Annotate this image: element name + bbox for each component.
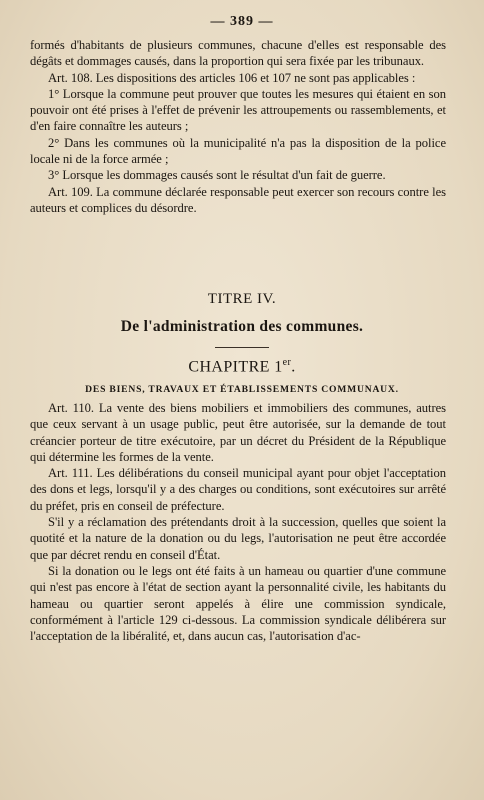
paragraph-art-110: Art. 110. La vente des biens mobiliers et immobiliers des communes, autres que ceux servant à un usage public, peut être autorisée, sur la demande de tout créancier porteur de titre exécutoire, par un décret du Président de la République qui détermine les formes de la vente.: [30, 401, 446, 464]
paragraph-art-111-hameau: Si la donation ou le legs ont été faits à un hameau ou quartier d'une commune qui n'est pas encore à l'état de section ayant la personnalité civile, les habitants du hameau ou quartier seront appelés à élire une commission syndicale, conformément à l'article 129 ci-dessous. La commission syndicale délibérera sur l'acceptation de la libéralité, et, dans aucun cas, l'autorisation d'ac-: [30, 563, 446, 644]
text-block-top: [30, 37, 446, 216]
paragraph-art-108-item-3: 3° Lorsque les dommages causés sont le résultat d'un fait de guerre.: [48, 168, 386, 183]
paragraph-art-108: Art. 108. Les dispositions des articles 106 et 107 ne sont pas applicables :: [48, 70, 416, 85]
paragraph-art-108-item-2: 2° Dans les communes où la municipalité n'a pas la disposition de la police locale ni de la force armée ;: [30, 135, 446, 167]
text-block-bottom: [30, 400, 446, 644]
chapitre-heading: [0, 357, 484, 376]
section-heading: DES BIENS, TRAVAUX ET ÉTABLISSEMENTS COMMUNAUX.: [85, 384, 399, 395]
titre-subtitle: De l'administration des communes.: [120, 318, 364, 335]
titre-heading: TITRE IV.: [207, 291, 277, 307]
paragraph-art-111-reclamation: S'il y a réclamation des prétendants droit à la succession, quelles que soient la quotité et la nature de la donation ou du legs, l'autorisation ne peut être accordée que par décret rendu en conseil d'État.: [30, 515, 446, 562]
paragraph-art-111: Art. 111. Les délibérations du conseil municipal ayant pour objet l'acceptation des dons et legs, lorsqu'il y a des charges ou conditions, sont exécutoires sur arrêté du préfet, pris en conseil de préfecture.: [30, 466, 446, 513]
chapitre-label: CHAPITRE 1: [188, 358, 283, 376]
paragraph-art-108-item-1: 1° Lorsque la commune peut prouver que toutes les mesures qui étaient en son pouvoir ont été prises à l'effet de prévenir les attroupements ou rassemblements, et d'en faire connaître les auteurs ;: [30, 86, 446, 134]
chapitre-suffix: .: [291, 358, 296, 376]
paragraph-art-109: Art. 109. La commune déclarée responsable peut exercer son recours contre les auteurs et complices du désordre.: [30, 184, 446, 215]
chapitre-superscript: er: [282, 357, 292, 368]
paragraph-continuation: formés d'habitants de plusieurs communes, chacune d'elles est responsable des dégâts et dommages causés, dans la proportion qui sera fixée par les tribunaux.: [30, 38, 446, 69]
title-divider: [215, 347, 269, 348]
page-number: — 389 —: [210, 14, 274, 29]
